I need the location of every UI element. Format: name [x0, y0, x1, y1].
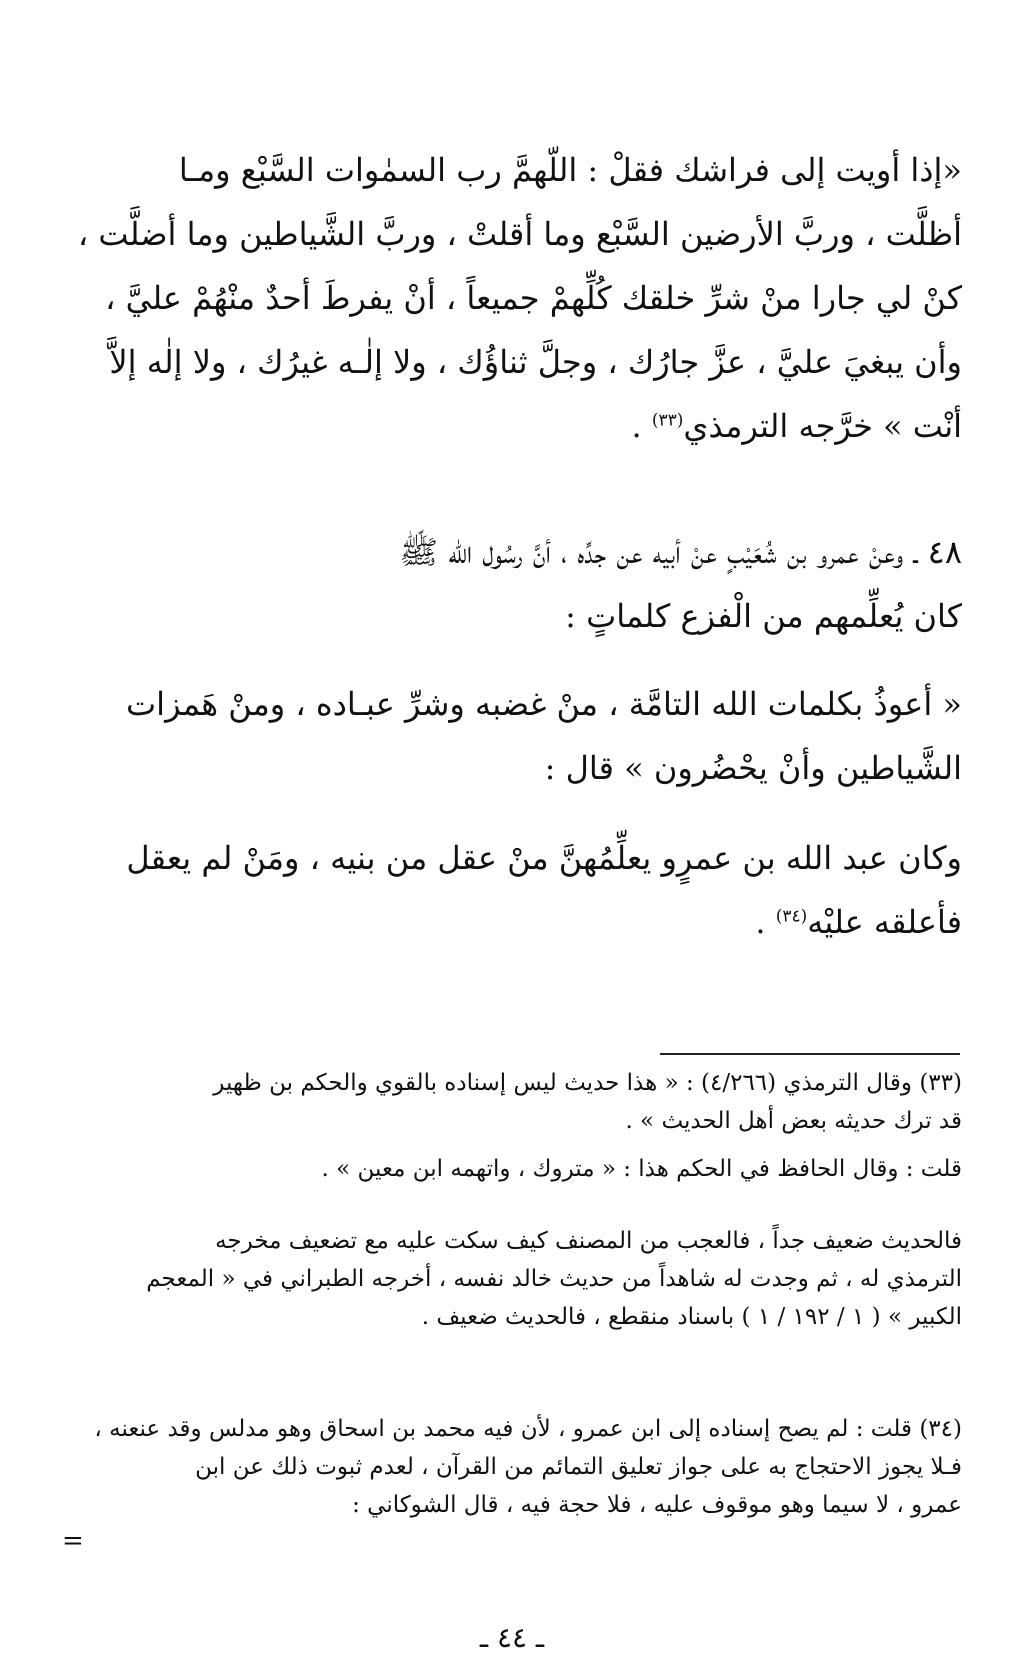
footnote-line: فـلا يجوز الاحتجاج به على جواز تعليق التمائم من القرآن ، لعدم ثبوت ذلك عن ابن [195, 1454, 962, 1480]
footnote-ref-34: (٣٤) [775, 906, 808, 927]
footnote-line: (٣٣) وقال الترمذي (٤/٢٦٦) : « هذا حديث ليس إسناده بالقوي والحكم بن ظهير [213, 1070, 962, 1096]
text-line: « أعوذُ بكلمات الله التامَّة ، منْ غضبه وشرِّ عبـاده ، ومنْ هَمزات [126, 685, 962, 723]
footnote-line: قلت : وقال الحافظ في الحكم هذا : « متروك ، واتهمه ابن معين » . [321, 1156, 962, 1182]
text-line: «إذا أويت إلى فراشك فقلْ : اللّهمَّ رب السمٰوات السَّبْع ومـا [178, 151, 962, 189]
footnote-divider [660, 1053, 960, 1055]
text-line: الشَّياطين وأنْ يحْضُرون » قال : [544, 749, 962, 787]
text-line: وكان عبد الله بن عمرٍو يعلِّمُهنَّ منْ عقل من بنيه ، ومَنْ لم يعقل [126, 839, 962, 877]
hadith-48-intro [62, 520, 962, 648]
hadith-48-quote [62, 672, 962, 800]
footnote-line: (٣٤) قلت : لم يصح إسناده إلى ابن عمرو ، لأن فيه محمد بن اسحاق وهو مدلس وقد عنعنه ، [94, 1416, 962, 1442]
text-line: وأن يبغيَ عليَّ ، عزَّ جارُك ، وجلَّ ثناؤُك ، ولا إلٰـه غيرُك ، ولا إلٰه إلاَّ [109, 343, 962, 381]
text-line: كان يُعلِّمهم من الْفزع كلماتٍ : [565, 597, 962, 635]
text-line-last [62, 394, 962, 458]
footnote-line: الترمذي له ، ثم وجدت له شاهداً من حديث خالد نفسه ، أخرجه الطبراني في « المعجم [146, 1266, 962, 1292]
footnote-33-more [62, 1222, 962, 1336]
text-line: كنْ لي جارا منْ شرِّ خلقك كُلِّهمْ جميعاً ، أنْ يفرطَ أحدٌ منْهُمْ عليَّ ، [105, 279, 962, 317]
footnote-33-note [62, 1150, 962, 1188]
footnote-line: عمرو ، لا سيما وهو موقوف عليه ، فلا حجة فيه ، قال الشوكاني : [352, 1492, 962, 1518]
sentence-end: . [631, 407, 642, 445]
text-fragment: أنْت » خرَّجه الترمذي [683, 407, 962, 445]
text-line: أظلَّت ، وربَّ الأرضين السَّبْع وما أقلتْ ، وربَّ الشَّياطين وما أضلَّت ، [77, 215, 962, 253]
footnote-33 [62, 1064, 962, 1140]
footnote-ref-33: (٣٣) [651, 410, 684, 431]
hadith-48-tail [62, 826, 962, 954]
text-line-last [62, 890, 962, 954]
footnote-line: الكبير » ( ١ / ١٩٢ / ١ ) باسناد منقطع ، فالحديث ضعيف . [421, 1304, 962, 1330]
text-fragment: فأعلقه عليْه [807, 903, 962, 941]
sentence-end: . [755, 903, 766, 941]
hadith-47-text [62, 138, 962, 458]
page-number: ـ ٤٤ ـ [479, 1621, 545, 1654]
continuation-mark: = [62, 1526, 84, 1556]
footnote-line: فالحديث ضعيف جداً ، فالعجب من المصنف كيف سكت عليه مع تضعيف مخرجه [215, 1228, 962, 1254]
footnote-line: قد ترك حديثه بعض أهل الحديث » . [625, 1108, 962, 1134]
text-line: ٤٨ ـ وعنْ عمرو بن شُعَيْبٍ عنْ أبيه عن جدِّه ، أنَّ رسُول الله ﷺ [399, 533, 962, 571]
footnote-34 [62, 1410, 962, 1524]
